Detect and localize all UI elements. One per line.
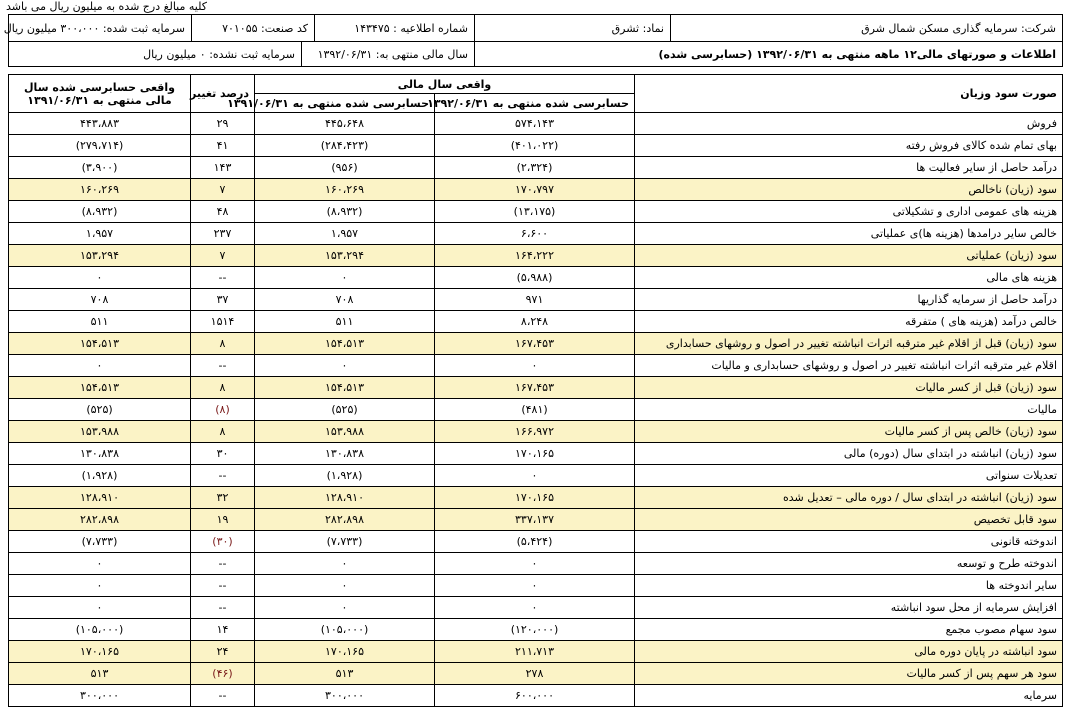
current-value: ۵۷۴،۱۴۳ [435,113,635,135]
prev-value: ۱۷۰،۱۶۵ [255,641,435,663]
table-row [9,289,1063,311]
current-value: (۲،۳۲۴) [435,157,635,179]
prev-value: (۷،۷۳۳) [255,531,435,553]
current-value: ۹۷۱ [435,289,635,311]
prev-value: ۰ [255,553,435,575]
row-label: سود (زیان) انباشته در ابتدای سال / دوره مالی – تعدیل شده [635,487,1063,509]
current-value: ۰ [435,597,635,619]
current-value: ۳۳۷،۱۳۷ [435,509,635,531]
current-period-header: حسابرسی شده منتهی به ۱۳۹۲/۰۶/۳۱ [435,94,635,113]
current-value: ۱۶۷،۴۵۳ [435,377,635,399]
unregistered-capital: سرمایه ثبت نشده: ۰ میلیون ریال [143,47,295,61]
prev-value: (۵۲۵) [255,399,435,421]
table-row [9,465,1063,487]
row-label: هزینه های مالی [635,267,1063,289]
prev-value: ۰ [255,597,435,619]
row-label: مالیات [635,399,1063,421]
row-label: سود (زیان) انباشته در ابتدای سال (دوره) مالی [635,443,1063,465]
table-row [9,179,1063,201]
prev-year-value: ۰ [9,355,191,377]
table-row [9,267,1063,289]
change-percent: ۴۸ [191,201,255,223]
prev-year-value: ۲۸۲،۸۹۸ [9,509,191,531]
prev-year-value: ۱۶۰،۲۶۹ [9,179,191,201]
table-title: صورت سود وزیان [635,75,1063,113]
table-row [9,333,1063,355]
change-percent: -- [191,685,255,707]
change-header: درصد تغییر [191,75,255,113]
table-row [9,377,1063,399]
prev-value: ۱۵۴،۵۱۳ [255,377,435,399]
prev-year-value: ۱۳۰،۸۳۸ [9,443,191,465]
table-row [9,597,1063,619]
prev-value: (۱۰۵،۰۰۰) [255,619,435,641]
row-label: افزایش سرمایه از محل سود انباشته [635,597,1063,619]
current-value: ۱۶۷،۴۵۳ [435,333,635,355]
current-value: ۰ [435,465,635,487]
table-row [9,421,1063,443]
prev-value: ۷۰۸ [255,289,435,311]
row-label: خالص سایر درامدها (هزینه ها)ی عملیاتی [635,223,1063,245]
current-value: ۰ [435,575,635,597]
row-label: خالص درآمد (هزینه های ) متفرقه [635,311,1063,333]
table-row [9,399,1063,421]
current-value: ۶۰۰،۰۰۰ [435,685,635,707]
symbol: نماد: ثشرق [475,15,671,42]
income-statement-table [8,74,1063,707]
current-value: ۰ [435,355,635,377]
current-value: ۲۷۸ [435,663,635,685]
fiscal-year-end: سال مالی منتهی به: ۱۳۹۲/۰۶/۳۱ [302,42,475,66]
change-percent: ۴۱ [191,135,255,157]
change-percent: ۲۴ [191,641,255,663]
current-value: (۵،۹۸۸) [435,267,635,289]
change-percent: ۸ [191,333,255,355]
row-label: سود (زیان) قبل از کسر مالیات [635,377,1063,399]
row-label: فروش [635,113,1063,135]
prev-year-value: ۱۵۳،۹۸۸ [9,421,191,443]
current-value: ۱۷۰،۱۶۵ [435,443,635,465]
prev-year-header: واقعی حسابرسی شده سال مالی منتهی به ۱۳۹۱/۰۶/۳۱ [9,75,191,113]
table-row [9,311,1063,333]
change-percent: -- [191,465,255,487]
prev-year-value: ۰ [9,553,191,575]
prev-value: ۱۵۳،۲۹۴ [255,245,435,267]
prev-year-value: (۵۲۵) [9,399,191,421]
prev-value: (۲۸۴،۴۲۳) [255,135,435,157]
current-value: ۲۱۱،۷۱۳ [435,641,635,663]
report-header [3,14,1063,67]
table-row [9,487,1063,509]
change-percent: ۲۹ [191,113,255,135]
prev-value: ۵۱۳ [255,663,435,685]
change-percent: ۳۲ [191,487,255,509]
table-row [9,355,1063,377]
row-label: سود (زیان) قبل از اقلام غیر مترقبه اثرات انباشته تغییر در اصول و روشهای حسابداری [635,333,1063,355]
prev-value: ۰ [255,267,435,289]
prev-value: ۱۲۸،۹۱۰ [255,487,435,509]
group-header: واقعی سال مالی [255,75,635,94]
row-label: سود هر سهم پس از کسر مالیات [635,663,1063,685]
change-percent: ۱۴۳ [191,157,255,179]
change-percent: -- [191,575,255,597]
prev-year-value: ۱۵۴،۵۱۳ [9,377,191,399]
table-row [9,201,1063,223]
row-label: اندوخته قانونی [635,531,1063,553]
prev-value: (۱،۹۲۸) [255,465,435,487]
registered-capital: سرمایه ثبت شده: ۳۰۰،۰۰۰ میلیون ریال [3,21,185,35]
prev-year-value: (۱۰۵،۰۰۰) [9,619,191,641]
row-label: هزینه های عمومی اداری و تشکیلاتی [635,201,1063,223]
row-label: تعدیلات سنواتی [635,465,1063,487]
table-row [9,685,1063,707]
prev-value: ۰ [255,355,435,377]
current-value: (۱۲۰،۰۰۰) [435,619,635,641]
prev-value: (۹۵۶) [255,157,435,179]
change-percent: ۷ [191,245,255,267]
change-percent: ۲۳۷ [191,223,255,245]
row-label: درآمد حاصل از سایر فعالیت ها [635,157,1063,179]
current-value: ۱۶۶،۹۷۲ [435,421,635,443]
current-value: (۵،۴۲۴) [435,531,635,553]
company-name: شرکت: سرمایه گذاری مسکن شمال شرق [671,15,1063,42]
table-row [9,443,1063,465]
prev-year-value: ۵۱۳ [9,663,191,685]
prev-year-value: (۷،۷۳۳) [9,531,191,553]
prev-year-value: ۱،۹۵۷ [9,223,191,245]
change-percent: -- [191,355,255,377]
prev-year-value: ۱۵۳،۲۹۴ [9,245,191,267]
prev-year-value: ۵۱۱ [9,311,191,333]
table-row [9,575,1063,597]
prev-year-value: ۰ [9,267,191,289]
notice-number: شماره اطلاعیه : ۱۴۳۴۷۵ [315,15,475,42]
change-percent: ۱۴ [191,619,255,641]
table-row [9,135,1063,157]
change-percent: -- [191,267,255,289]
prev-period-header: حسابرسی شده منتهی به ۱۳۹۱/۰۶/۳۱ [255,94,435,113]
row-label: سایر اندوخته ها [635,575,1063,597]
prev-year-value: (۲۷۹،۷۱۴) [9,135,191,157]
change-percent: ۳۷ [191,289,255,311]
row-label: سود (زیان) عملیاتی [635,245,1063,267]
prev-value: ۲۸۲،۸۹۸ [255,509,435,531]
current-value: ۶،۶۰۰ [435,223,635,245]
prev-value: ۳۰۰،۰۰۰ [255,685,435,707]
current-value: (۴۰۱،۰۲۲) [435,135,635,157]
table-row [9,223,1063,245]
prev-year-value: ۰ [9,575,191,597]
change-percent: (۸) [191,399,255,421]
current-value: (۴۸۱) [435,399,635,421]
change-percent: ۷ [191,179,255,201]
table-row [9,641,1063,663]
row-label: سرمایه [635,685,1063,707]
row-label: سود سهام مصوب مجمع [635,619,1063,641]
row-label: سود (زیان) ناخالص [635,179,1063,201]
prev-year-value: ۱۵۴،۵۱۳ [9,333,191,355]
current-value: ۱۶۴،۲۲۲ [435,245,635,267]
row-label: اقلام غیر مترقبه اثرات انباشته تغییر در اصول و روشهای حسابداری و مالیات [635,355,1063,377]
prev-year-value: ۰ [9,597,191,619]
prev-year-value: ۷۰۸ [9,289,191,311]
change-percent: ۱۹ [191,509,255,531]
row-label: سود (زیان) خالص پس از کسر مالیات [635,421,1063,443]
row-label: سود قابل تخصیص [635,509,1063,531]
table-row [9,663,1063,685]
change-percent: -- [191,553,255,575]
prev-value: ۱۵۳،۹۸۸ [255,421,435,443]
change-percent: (۳۰) [191,531,255,553]
current-value: ۱۷۰،۷۹۷ [435,179,635,201]
prev-value: (۸،۹۳۲) [255,201,435,223]
change-percent: (۴۶) [191,663,255,685]
change-percent: ۸ [191,377,255,399]
current-value: (۱۳،۱۷۵) [435,201,635,223]
current-value: ۰ [435,553,635,575]
table-row [9,245,1063,267]
prev-value: ۱۵۴،۵۱۳ [255,333,435,355]
row-label: اندوخته طرح و توسعه [635,553,1063,575]
prev-year-value: ۱۷۰،۱۶۵ [9,641,191,663]
prev-value: ۵۱۱ [255,311,435,333]
table-row [9,113,1063,135]
industry-code: کد صنعت: ۷۰۱۰۵۵ [192,15,315,41]
change-percent: ۳۰ [191,443,255,465]
prev-value: ۴۴۵،۶۴۸ [255,113,435,135]
change-percent: ۸ [191,421,255,443]
prev-year-value: (۱،۹۲۸) [9,465,191,487]
table-row [9,157,1063,179]
prev-year-value: (۳،۹۰۰) [9,157,191,179]
prev-value: ۱،۹۵۷ [255,223,435,245]
prev-value: ۱۶۰،۲۶۹ [255,179,435,201]
prev-year-value: ۴۴۳،۸۸۳ [9,113,191,135]
prev-value: ۱۳۰،۸۳۸ [255,443,435,465]
prev-year-value: ۱۲۸،۹۱۰ [9,487,191,509]
report-description: اطلاعات و صورتهای مالی۱۲ ماهه منتهی به ۱۳۹۲/۰۶/۳۱ (حسابرسی شده) [475,42,1063,67]
current-value: ۸،۲۴۸ [435,311,635,333]
table-row [9,553,1063,575]
table-row [9,619,1063,641]
row-label: بهای تمام شده کالای فروش رفته [635,135,1063,157]
prev-value: ۰ [255,575,435,597]
table-row [9,509,1063,531]
amounts-unit-note: کلیه مبالغ درج شده به میلیون ریال می باشد [6,0,207,13]
table-row [9,531,1063,553]
row-label: درآمد حاصل از سرمایه گذاریها [635,289,1063,311]
change-percent: ۱۵۱۴ [191,311,255,333]
prev-year-value: (۸،۹۳۲) [9,201,191,223]
current-value: ۱۷۰،۱۶۵ [435,487,635,509]
prev-year-value: ۳۰۰،۰۰۰ [9,685,191,707]
change-percent: -- [191,597,255,619]
row-label: سود انباشته در پایان دوره مالی [635,641,1063,663]
